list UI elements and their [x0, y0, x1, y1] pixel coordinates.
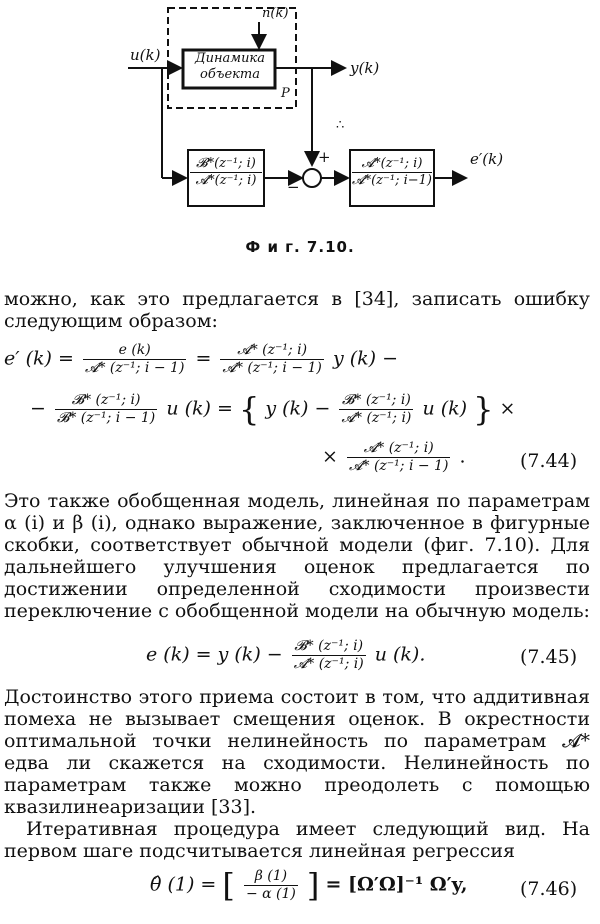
- error-output-label: e′(k): [470, 150, 504, 168]
- eq-744-line3: [322, 440, 466, 475]
- eq744-line1-tail: y (k) −: [332, 347, 399, 370]
- eq-744-line1: [4, 342, 398, 377]
- process-tag: P: [281, 86, 290, 101]
- eq744-line2-u: u (k): [422, 397, 468, 420]
- eq745-frac-num: 𝓑* (z⁻¹; i): [294, 638, 364, 654]
- eq746-lhs: θ̂ (1) =: [150, 873, 217, 896]
- eq744-brace-close: }: [473, 390, 494, 429]
- eq744-line2-y: y (k) −: [265, 397, 331, 420]
- block-diagram: [0, 0, 600, 230]
- filter-denominator: 𝓐*(z⁻¹; i): [190, 172, 262, 189]
- eq744-frac1-num: e (k): [118, 342, 151, 358]
- process-line2: объекта: [200, 67, 260, 82]
- eq746-number: (7.46): [520, 878, 578, 900]
- eq746-frac-den: − α (1): [245, 886, 296, 902]
- eq744-brace-open: {: [238, 390, 260, 429]
- eq744-times2: ×: [322, 445, 338, 468]
- eq744-eqsign: =: [195, 347, 212, 370]
- eq744-times1: ×: [499, 397, 516, 420]
- eq744-frac3-num: 𝓑* (z⁻¹; i): [71, 392, 141, 408]
- eq744-frac5-num: 𝓐* (z⁻¹; i): [363, 440, 434, 456]
- filter-block-fraction: [190, 156, 262, 189]
- eq744-frac2: [220, 342, 323, 377]
- eq-744-line2: [30, 392, 515, 427]
- eq746-frac: [244, 868, 298, 903]
- error-block-fraction: [352, 156, 432, 189]
- filter-numerator: 𝓑*(z⁻¹; i): [196, 156, 256, 171]
- paragraph-1: можно, как это предлагается в [34], записать ошибку следующим образом:: [4, 288, 590, 332]
- eq745-frac-den: 𝓐* (z⁻¹; i): [293, 656, 364, 672]
- process-block-label: [186, 51, 274, 83]
- stray-mark: ∴: [336, 118, 345, 133]
- eq744-frac2-num: 𝓐* (z⁻¹; i): [237, 342, 308, 358]
- summing-junction: [303, 169, 321, 187]
- eq746-bracket-close: ]: [306, 866, 320, 905]
- eq746-frac-num: β (1): [254, 868, 288, 884]
- plus-sign: +: [318, 148, 331, 166]
- paragraph-3: Достоинство этого приема состоит в том, что аддитивная помеха не вызывает смещения оценок. В окрестности оптимальной точки нелинейность по параметрам 𝓐* едва ли скажется на сходимости. Нелинейность по параметрам также можно преодолеть с помощью квазилинеаризации [33].: [4, 686, 590, 818]
- process-line1: Динамика: [195, 51, 265, 66]
- eq745-lhs: e (k) = y (k) −: [146, 643, 283, 666]
- error-numerator: 𝓐*(z⁻¹; i): [361, 156, 423, 171]
- diagram-lines: [0, 0, 600, 230]
- eq745-frac: [292, 638, 366, 673]
- eq746-bracket-open: [: [222, 866, 235, 905]
- eq744-frac1-den: 𝓐* (z⁻¹; i − 1): [84, 360, 185, 376]
- minus-sign: −: [287, 178, 300, 196]
- eq744-dot: .: [459, 445, 466, 468]
- eq744-frac4: [339, 392, 413, 427]
- eq744-frac3: [55, 392, 157, 427]
- eq744-frac2-den: 𝓐* (z⁻¹; i − 1): [222, 360, 322, 376]
- eq744-number: (7.44): [520, 450, 578, 472]
- eq745-tail: u (k).: [374, 643, 426, 666]
- error-denominator: 𝓐*(z⁻¹; i−1): [352, 173, 432, 188]
- figure-caption: Ф и г. 7.10.: [245, 238, 355, 256]
- eq745-number: (7.45): [520, 646, 578, 668]
- eq746-rhs: = [Ω′Ω]⁻¹ Ω′y,: [325, 873, 468, 896]
- noise-label: n(k): [262, 6, 289, 21]
- eq744-line2-mid: u (k) =: [166, 397, 233, 420]
- eq744-frac1: [83, 342, 186, 377]
- eq744-frac4-den: 𝓐* (z⁻¹; i): [341, 410, 412, 426]
- eq744-frac3-den: 𝓑* (z⁻¹; i − 1): [56, 410, 156, 426]
- paragraph-4: Итеративная процедура имеет следующий вид. На первом шаге подсчитывается линейная регрессия: [4, 818, 590, 862]
- eq744-lhs: e′ (k) =: [4, 347, 74, 370]
- input-label: u(k): [130, 46, 161, 64]
- paragraph-2: Это также обобщенная модель, линейная по параметрам α (i) и β (i), однако выражение, заключенное в фигурные скобки, соответствует обычной модели (фиг. 7.10). Для дальнейшего улучшения оценок предлагается по достижении определенной сходимости произвести переключение с обобщенной модели на обычную модель:: [4, 490, 590, 622]
- output-label: y(k): [350, 59, 380, 77]
- eq-745: [146, 638, 425, 673]
- eq744-frac5-den: 𝓐* (z⁻¹; i − 1): [348, 458, 449, 474]
- eq744-line2-lead: −: [30, 397, 46, 420]
- eq744-frac5: [347, 440, 450, 475]
- eq-746: [150, 868, 468, 903]
- eq744-frac4-num: 𝓑* (z⁻¹; i): [342, 392, 411, 408]
